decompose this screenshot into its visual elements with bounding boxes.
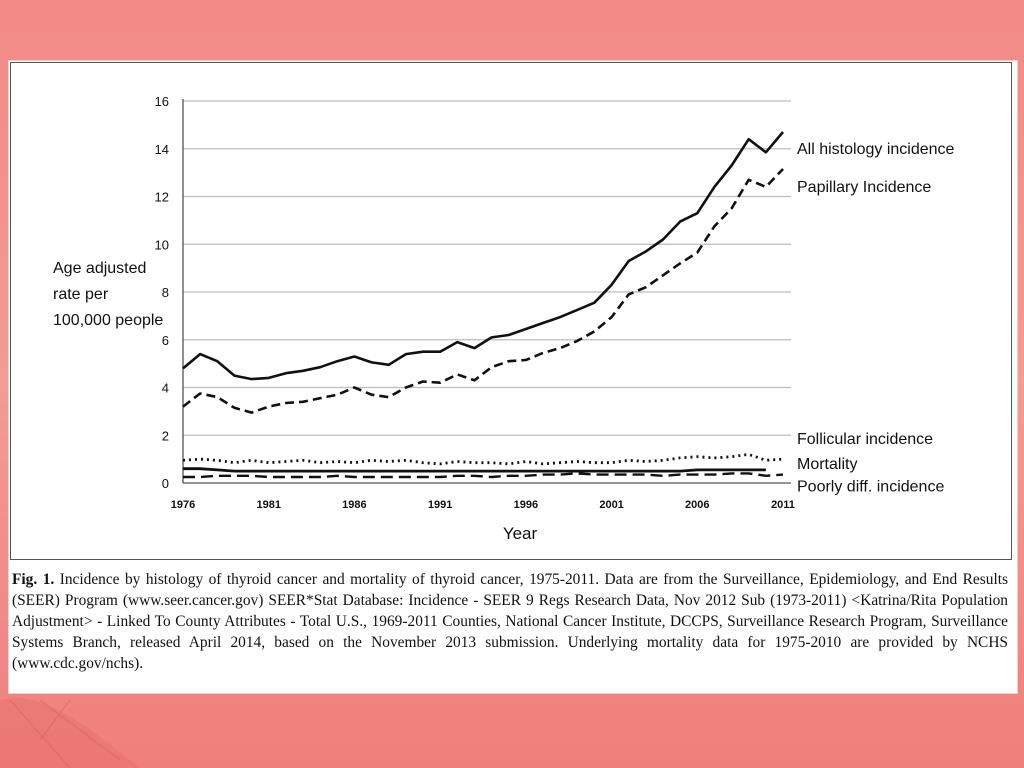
x-tick-label: 1996 [513, 499, 539, 511]
y-tick-label: 8 [161, 285, 169, 300]
series-label: Papillary Incidence [797, 178, 932, 196]
y-tick-label: 10 [154, 237, 169, 253]
x-tick-label: 2001 [599, 499, 624, 511]
y-tick-label: 14 [154, 141, 169, 157]
series-label: Follicular incidence [797, 430, 934, 448]
caption-label: Fig. 1. [12, 571, 55, 588]
x-tick-label: 1986 [342, 499, 367, 511]
y-axis-label-line: 100,000 people [53, 312, 164, 329]
series-lines [182, 131, 783, 477]
y-axis-label-line: Age adjusted [53, 260, 147, 277]
x-tick-label: 1991 [427, 499, 453, 511]
x-axis-label: Year [502, 524, 538, 543]
x-tick-label: 1981 [256, 499, 281, 511]
series-label: Mortality [797, 455, 858, 473]
series-labels [797, 141, 955, 496]
y-tick-label: 2 [161, 428, 169, 444]
y-tick-label: 4 [161, 380, 169, 396]
series-line [183, 473, 783, 477]
y-tick-label: 6 [161, 332, 169, 348]
grid-lines [183, 101, 791, 435]
series-line [183, 132, 783, 379]
x-tick-label: 1976 [170, 499, 196, 511]
caption-text: Incidence by histology of thyroid cancer and mortality of thyroid cancer, 1975-2011. Data are from the Surveillance, Epidemiology, and End Results (SEER) Program (www.seer.cancer.gov) SEER*Stat Database: Incidence - SEER 9 Regs Research Data, Nov 2012 Sub (1973-2011) <Katrina/Rita Population Adjustment> - Linked To County Attributes - Total U.S., 1969-2011 Counties, National Cancer Institute, DCCPS, Surveillance Research Program, Surveillance Systems Branch, released April 2014, based on the November 2013 submission. Underlying mortality data for 1975-2010 are provided by NCHS (www.cdc.gov/nchs). [12, 571, 1008, 672]
series-line [183, 454, 783, 464]
series-label: All histology incidence [797, 140, 955, 158]
y-tick-label: 12 [154, 189, 169, 205]
figure-box [10, 62, 1012, 560]
y-axis-label [53, 260, 163, 329]
x-tick-label: 2006 [685, 499, 710, 511]
y-tick-label: 0 [161, 476, 169, 491]
line-chart [11, 63, 1011, 559]
figure-caption [12, 569, 1008, 674]
x-tick-label: 2011 [771, 499, 795, 511]
y-tick-label: 16 [154, 94, 169, 109]
series-label: Poorly diff. incidence [797, 478, 945, 496]
axes [155, 94, 795, 511]
y-axis-label-line: rate per [53, 286, 109, 303]
